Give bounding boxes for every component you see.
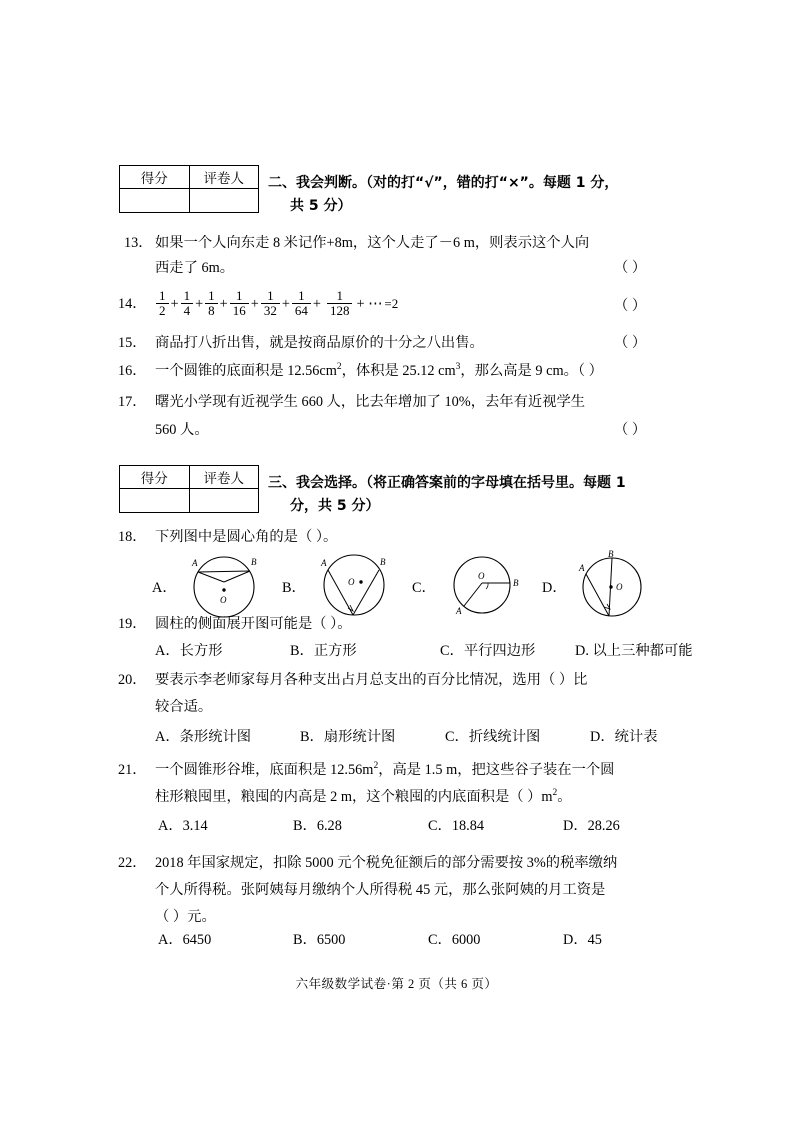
question-15-line1: 商品打八折出售，就是按商品原价的十分之八出售。 xyxy=(155,335,484,351)
label-b: B xyxy=(513,578,519,588)
figure-option-c[interactable] xyxy=(412,549,542,621)
figure-b-label: B． xyxy=(282,580,306,596)
question-22-line2: 个人所得税。张阿姨每月缴纳个人所得税 45 元，那么张阿姨的月工资是 xyxy=(155,882,606,898)
question-21-options xyxy=(158,816,620,837)
question-13-line2: 西走了 6m。 xyxy=(155,260,235,276)
figure-d-label: D． xyxy=(542,580,567,596)
label-b: B xyxy=(608,549,614,559)
question-16-line1 xyxy=(155,361,603,382)
plus-sign: + xyxy=(281,295,290,312)
option-a[interactable]: A．条形统计图 xyxy=(155,729,252,745)
question-14-expression xyxy=(155,290,399,318)
plus-sign: + xyxy=(195,295,204,312)
question-15-answer-blank[interactable]: （ ） xyxy=(614,335,647,351)
score-box-section-2 xyxy=(119,165,259,213)
section-3-heading-line2: 分，共 5 分） xyxy=(290,498,380,514)
option-b[interactable]: B．正方形 xyxy=(290,643,357,659)
question-19-options xyxy=(155,641,693,662)
question-14-answer-blank[interactable]: （ ） xyxy=(614,298,647,314)
question-13-line1: 如果一个人向东走 8 米记作+8m，这个人走了－6 m，则表示这个人向 xyxy=(155,235,590,251)
question-21-text-b: ，高是 1.5 m，把这些谷子装在一个圆 xyxy=(378,762,615,778)
option-b[interactable]: B．6.28 xyxy=(293,818,342,834)
fraction-1-2: $\frac{1}{2}$ xyxy=(156,289,169,317)
option-c[interactable]: C．6000 xyxy=(428,932,481,948)
question-19-number: 19． xyxy=(118,616,147,632)
score-header-defen: 得分 xyxy=(120,166,190,189)
score-header-defen: 得分 xyxy=(120,466,190,489)
question-14-number: 14． xyxy=(118,296,147,312)
superscript-2: 2 xyxy=(336,362,342,373)
question-22-line3[interactable]: （ ）元。 xyxy=(155,909,216,925)
option-a[interactable]: A．长方形 xyxy=(155,643,223,659)
question-13-answer-blank[interactable]: （ ） xyxy=(614,260,647,276)
fraction-1-128: $\frac{1}{128}$ xyxy=(327,289,353,317)
plus-sign: + xyxy=(312,295,321,312)
option-d[interactable]: D. 以上三种都可能 xyxy=(575,643,693,659)
equals-two: =2 xyxy=(384,296,399,312)
label-o: O xyxy=(220,595,227,605)
question-22-line1: 2018 年国家规定，扣除 5000 元个税免征额后的部分需要按 3%的税率缴纳 xyxy=(155,855,618,871)
label-a: A xyxy=(192,558,198,568)
question-17-line1: 曙光小学现有近视学生 660 人，比去年增加了 10%，去年有近视学生 xyxy=(155,394,586,410)
question-21-text-d: 。 xyxy=(557,789,572,805)
question-15-number: 15． xyxy=(118,335,147,351)
option-d[interactable]: D．统计表 xyxy=(590,729,658,745)
label-o: O xyxy=(478,571,485,581)
option-c[interactable]: C．折线统计图 xyxy=(445,729,541,745)
question-20-line2: 较合适。 xyxy=(155,699,213,715)
score-header-pingjuanren: 评卷人 xyxy=(189,466,259,489)
option-a[interactable]: A．6450 xyxy=(158,932,212,948)
question-13-number: 13． xyxy=(124,235,153,251)
option-d[interactable]: D．45 xyxy=(563,932,602,948)
superscript-2: 2 xyxy=(552,788,558,799)
question-16-text-c[interactable]: ，那么高是 9 cm。（ ） xyxy=(460,363,603,379)
fraction-1-32: $\frac{1}{32}$ xyxy=(261,289,280,317)
question-17-line2: 560 人。 xyxy=(155,422,209,438)
question-21-number: 21． xyxy=(118,762,147,778)
plus-sign: + xyxy=(170,295,179,312)
question-16-text-b: ，体积是 25.12 cm xyxy=(341,363,456,379)
label-a: A xyxy=(456,606,462,616)
page-footer: 六年级数学试卷·第 2 页（共 6 页） xyxy=(295,977,498,991)
question-18-line1[interactable]: 下列图中是圆心角的是（ ）。 xyxy=(155,529,338,545)
circle-diagram-c xyxy=(436,549,532,621)
figure-option-b[interactable] xyxy=(282,549,412,621)
option-b[interactable]: B．扇形统计图 xyxy=(300,729,396,745)
superscript-3: 3 xyxy=(455,362,461,373)
score-value-pingjuanren[interactable] xyxy=(189,489,259,513)
label-o: O xyxy=(616,582,623,592)
fraction-1-64: $\frac{1}{64}$ xyxy=(292,289,311,317)
section-2-heading-line1: 二、我会判断。（对的打“√”，错的打“×”。每题 1 分， xyxy=(268,175,619,191)
circle-diagram-d xyxy=(566,549,666,621)
question-22-options xyxy=(158,930,602,951)
question-17-number: 17． xyxy=(118,394,147,410)
figure-a-label: A． xyxy=(152,580,177,596)
question-21-text-a: 一个圆锥形谷堆，底面积是 12.56m xyxy=(155,762,374,778)
section-heading-2 xyxy=(268,172,688,218)
circle-diagram-a xyxy=(176,549,272,621)
ellipsis-term: + ⋯ xyxy=(356,295,383,312)
section-heading-3 xyxy=(268,472,688,518)
score-header-pingjuanren: 评卷人 xyxy=(189,166,259,189)
question-20-number: 20． xyxy=(118,672,147,688)
fraction-1-16: $\frac{1}{16}$ xyxy=(230,289,249,317)
label-a: A xyxy=(321,558,327,568)
label-b: B xyxy=(380,557,386,567)
option-c[interactable]: C．平行四边形 xyxy=(440,643,536,659)
superscript-2: 2 xyxy=(373,761,379,772)
section-3-heading-line1: 三、我会选择。（将正确答案前的字母填在括号里。每题 1 xyxy=(268,475,626,491)
figure-option-d[interactable] xyxy=(542,549,682,621)
question-20-options xyxy=(155,727,658,748)
question-21-text-c[interactable]: 柱形粮囤里，粮囤的内高是 2 m，这个粮囤的内底面积是（ ）m xyxy=(155,789,553,805)
question-19-line1[interactable]: 圆柱的侧面展开图可能是（ ）。 xyxy=(155,616,352,632)
question-21-line1 xyxy=(155,760,614,781)
question-22-number: 22． xyxy=(118,855,147,871)
fraction-1-4: $\frac{1}{4}$ xyxy=(181,289,194,317)
question-18-figures xyxy=(0,549,793,621)
label-b: B xyxy=(251,557,257,567)
plus-sign: + xyxy=(219,295,228,312)
fraction-1-8: $\frac{1}{8}$ xyxy=(205,289,218,317)
score-value-defen[interactable] xyxy=(120,489,190,513)
plus-sign: + xyxy=(250,295,259,312)
score-value-pingjuanren[interactable] xyxy=(189,189,259,213)
figure-option-a[interactable] xyxy=(152,549,282,621)
question-16-text-a: 一个圆锥的底面积是 12.56cm xyxy=(155,363,337,379)
question-20-line1[interactable]: 要表示李老师家每月各种支出占月总支出的百分比情况，选用（ ）比 xyxy=(155,672,588,688)
question-21-line2 xyxy=(155,787,572,808)
score-value-defen[interactable] xyxy=(120,189,190,213)
question-18-number: 18． xyxy=(118,529,147,545)
option-b[interactable]: B．6500 xyxy=(293,932,346,948)
option-c[interactable]: C．18.84 xyxy=(428,818,485,834)
circle-diagram-b xyxy=(306,549,402,621)
label-o: O xyxy=(348,577,355,587)
option-d[interactable]: D．28.26 xyxy=(563,818,620,834)
option-a[interactable]: A．3.14 xyxy=(158,818,208,834)
section-2-heading-line2: 共 5 分） xyxy=(290,198,352,214)
question-16-number: 16． xyxy=(118,363,147,379)
figure-c-label: C． xyxy=(412,580,436,596)
label-a: A xyxy=(579,563,585,573)
score-box-section-3 xyxy=(119,465,259,513)
question-17-answer-blank[interactable]: （ ） xyxy=(614,422,647,438)
